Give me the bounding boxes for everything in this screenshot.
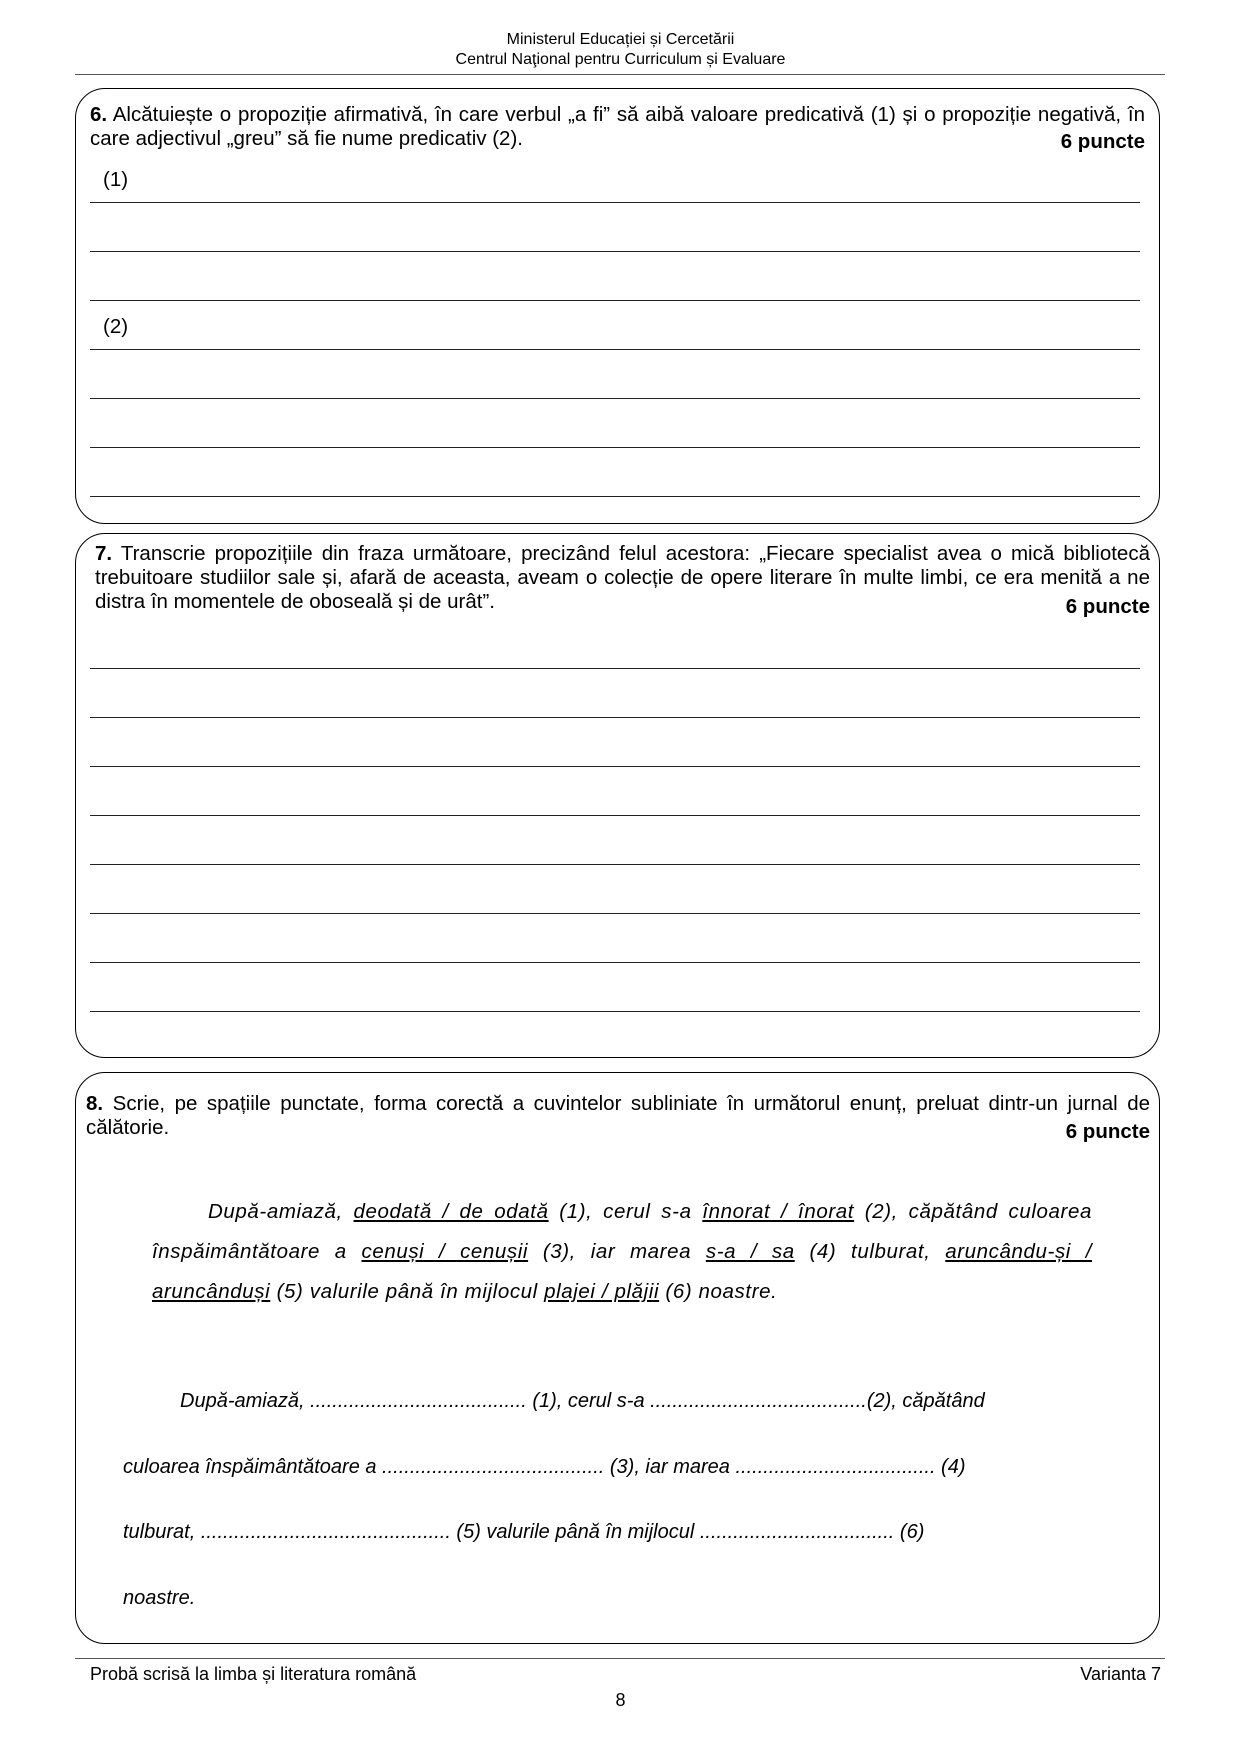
fill-in-line-1[interactable]: După-amiază, ....................................... (1), cerul s-a .......................................(2), căpătând bbox=[180, 1390, 985, 1412]
answer-line[interactable] bbox=[90, 398, 1140, 399]
answer-line[interactable] bbox=[90, 962, 1140, 963]
answer-label-2: (2) bbox=[103, 315, 129, 338]
question-7-points bbox=[95, 595, 1150, 619]
header-ministry: Ministerul Educației și Cercetării bbox=[506, 31, 735, 48]
question-6-statement: Alcătuiește o propoziție afirmativă, în care verbul „a fi” să aibă valoare predicativă (1) și o propoziție negativă, în care adjectivul „greu” să fie nume predicativ (2). bbox=[90, 103, 1145, 150]
answer-line[interactable] bbox=[90, 668, 1140, 669]
answer-line[interactable] bbox=[90, 202, 1140, 203]
footer-variant: Varianta 7 bbox=[1080, 1664, 1161, 1684]
answer-label-1: (1) bbox=[103, 168, 129, 191]
passage-text: (5) valurile până în mijlocul bbox=[270, 1280, 545, 1303]
answer-line[interactable] bbox=[90, 815, 1140, 816]
underlined-word-5: aruncându-și / aruncânduși bbox=[152, 1240, 1092, 1303]
underlined-word-3: cenuși / cenușii bbox=[361, 1240, 529, 1263]
question-8-number: 8. bbox=[86, 1092, 104, 1115]
passage-text: După-amiază, bbox=[208, 1200, 354, 1223]
answer-line[interactable] bbox=[90, 251, 1140, 252]
question-6-points bbox=[90, 130, 1145, 154]
answer-line[interactable] bbox=[90, 913, 1140, 914]
answer-line[interactable] bbox=[90, 447, 1140, 448]
question-8-passage bbox=[152, 1192, 1092, 1312]
footer-rule bbox=[75, 1658, 1165, 1659]
question-8-statement: Scrie, pe spațiile punctate, forma corectă a cuvintelor subliniate în următorul enunț, preluat dintr-un jurnal de călătorie. bbox=[86, 1092, 1150, 1139]
answer-line[interactable] bbox=[90, 717, 1140, 718]
answer-line[interactable] bbox=[90, 766, 1140, 767]
footer-exam-title: Probă scrisă la limba și literatura română bbox=[90, 1664, 417, 1684]
page-number: 8 bbox=[615, 1690, 626, 1710]
answer-line[interactable] bbox=[90, 864, 1140, 865]
question-8-points bbox=[86, 1120, 1150, 1144]
header-center: Centrul Naţional pentru Curriculum și Evaluare bbox=[455, 51, 786, 68]
answer-line[interactable] bbox=[90, 349, 1140, 350]
points-label: 6 puncte bbox=[1060, 130, 1145, 153]
fill-in-line-3[interactable]: tulburat, ............................................. (5) valurile până în mijlocul ................................... (6) bbox=[123, 1521, 925, 1543]
underlined-word-1: deodată / de odată bbox=[353, 1200, 549, 1223]
points-label: 6 puncte bbox=[1065, 1120, 1150, 1143]
underlined-word-2: înnorat / înorat bbox=[702, 1200, 855, 1223]
answer-line[interactable] bbox=[90, 1011, 1140, 1012]
fill-in-line-4: noastre. bbox=[123, 1587, 196, 1609]
passage-text: (2), căpătând culoarea înspăimântătoare a bbox=[152, 1200, 1092, 1263]
question-7-statement: Transcrie propozițiile din fraza următoare, precizând felul acestora: „Fiecare specialist avea o mică bibliotecă trebuitoare studiilor sale și, afară de aceasta, aveam o colecție de opere literare în multe limbi, ce era menită a ne distra în momentele de oboseală și de urât”. bbox=[95, 542, 1150, 613]
passage-text: (6) noastre. bbox=[659, 1280, 778, 1303]
answer-line[interactable] bbox=[90, 496, 1140, 497]
passage-text: (4) tulburat, bbox=[794, 1240, 946, 1263]
question-6-number: 6. bbox=[90, 103, 108, 126]
answer-line[interactable] bbox=[90, 300, 1140, 301]
points-label: 6 puncte bbox=[1065, 595, 1150, 618]
underlined-word-6: plajei / plăjii bbox=[544, 1280, 660, 1303]
passage-text: (1), cerul s-a bbox=[548, 1200, 703, 1223]
question-7-number: 7. bbox=[95, 542, 113, 565]
header-rule bbox=[75, 74, 1165, 75]
passage-text: (3), iar marea bbox=[528, 1240, 706, 1263]
question-8-box bbox=[75, 1072, 1160, 1644]
underlined-word-4: s-a / sa bbox=[705, 1240, 795, 1263]
fill-in-line-2[interactable]: culoarea înspăimântătoare a ........................................ (3), iar marea .................................... (4) bbox=[123, 1456, 966, 1478]
